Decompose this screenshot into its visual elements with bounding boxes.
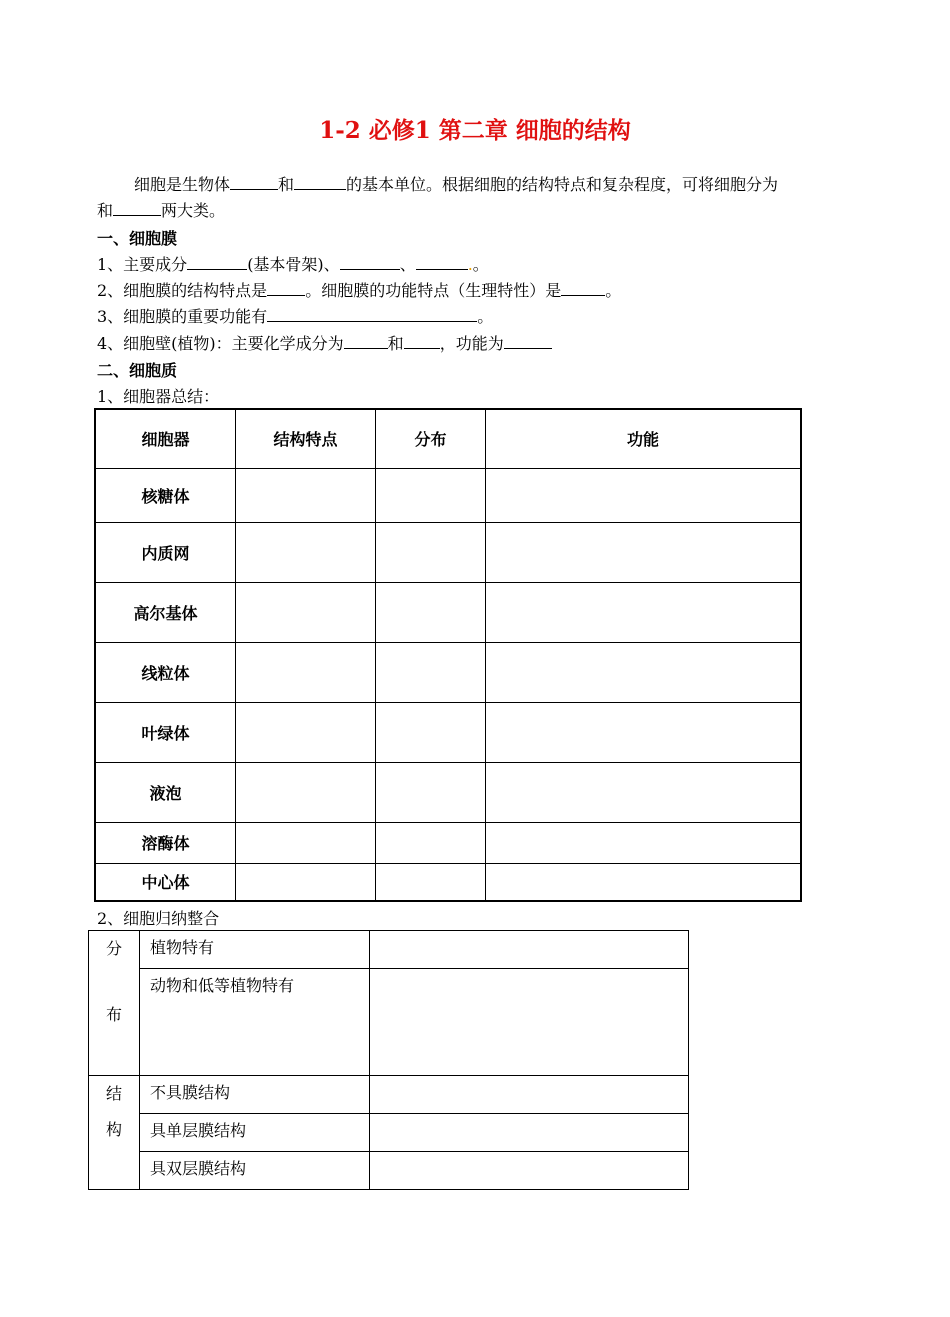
- item-text: 3、细胞膜的重要功能有: [97, 307, 268, 326]
- item-text: 、: [399, 255, 416, 274]
- cell[interactable]: [236, 863, 376, 901]
- cell[interactable]: [236, 522, 376, 582]
- cell[interactable]: [236, 822, 376, 863]
- group-label-char: 结: [105, 1084, 122, 1103]
- intro-line-1: [134, 172, 778, 195]
- blank[interactable]: [561, 281, 605, 296]
- cell[interactable]: [376, 582, 486, 642]
- cell[interactable]: [376, 863, 486, 901]
- row-label: 植物特有: [140, 931, 370, 969]
- item-text: 。: [472, 255, 489, 274]
- section1-item-4: [97, 331, 552, 354]
- cell[interactable]: [486, 702, 802, 762]
- cell[interactable]: [370, 931, 689, 969]
- intro-text-3: 的基本单位。根据细胞的结构特点和复杂程度，可将细胞分为: [346, 175, 779, 194]
- intro-text-4: 和: [97, 201, 114, 220]
- cell[interactable]: [370, 1152, 689, 1190]
- header-function: 功能: [486, 409, 802, 468]
- table-row: [95, 762, 801, 822]
- organelle-name: 溶酶体: [95, 822, 236, 863]
- section1-item-3: [97, 304, 493, 327]
- blank[interactable]: [113, 201, 161, 216]
- organelle-name: 叶绿体: [95, 702, 236, 762]
- table-row: [95, 863, 801, 901]
- organelle-name: 液泡: [95, 762, 236, 822]
- group-label-distribution: [89, 931, 140, 1076]
- intro-line-2: [97, 198, 225, 221]
- section2-sub2: 2、细胞归纳整合: [97, 909, 220, 928]
- cell[interactable]: [370, 969, 689, 1076]
- organelle-name: 核糖体: [95, 468, 236, 522]
- summary-table: [88, 930, 689, 1190]
- section1-item-2: [97, 278, 621, 301]
- blank[interactable]: [416, 255, 468, 270]
- table-row: [89, 1152, 689, 1190]
- cell[interactable]: [376, 642, 486, 702]
- table-row: [95, 468, 801, 522]
- row-label: 动物和低等植物特有: [140, 969, 370, 1076]
- organelle-table: [94, 408, 802, 902]
- table-row: [89, 931, 689, 969]
- cell[interactable]: [486, 522, 802, 582]
- group-label-structure: [89, 1076, 140, 1190]
- item-text: 和: [387, 334, 404, 353]
- cell[interactable]: [236, 762, 376, 822]
- cell[interactable]: [376, 702, 486, 762]
- item-text: 。: [477, 307, 494, 326]
- item-text: 。: [605, 281, 622, 300]
- section1-item-1: [97, 252, 489, 275]
- blank[interactable]: [230, 175, 278, 190]
- organelle-name: 线粒体: [95, 642, 236, 702]
- blank[interactable]: [267, 281, 305, 296]
- item-text: (基本骨架)、: [247, 255, 340, 274]
- organelle-name: 内质网: [95, 522, 236, 582]
- cell[interactable]: [376, 822, 486, 863]
- cell[interactable]: [486, 642, 802, 702]
- item-text: 1、主要成分: [97, 255, 188, 274]
- cell[interactable]: [236, 702, 376, 762]
- marker-dot: .: [467, 255, 473, 274]
- item-text: 2、细胞膜的结构特点是: [97, 281, 268, 300]
- intro-text-1: 细胞是生物体: [134, 175, 231, 194]
- cell[interactable]: [486, 762, 802, 822]
- table-row: [89, 969, 689, 1076]
- table-row: [95, 702, 801, 762]
- cell[interactable]: [486, 822, 802, 863]
- organelle-name: 中心体: [95, 863, 236, 901]
- table-row: [89, 1076, 689, 1114]
- table-row: [95, 642, 801, 702]
- blank[interactable]: [267, 307, 477, 322]
- cell[interactable]: [236, 582, 376, 642]
- section2-sub1: 1、细胞器总结：: [97, 387, 220, 406]
- table-row: [95, 822, 801, 863]
- header-distribution: 分布: [376, 409, 486, 468]
- blank[interactable]: [187, 255, 247, 270]
- table-header-row: [95, 409, 801, 468]
- table-row: [95, 582, 801, 642]
- row-label: 具单层膜结构: [140, 1114, 370, 1152]
- cell[interactable]: [236, 642, 376, 702]
- section2-heading: 二、细胞质: [97, 361, 178, 380]
- blank[interactable]: [294, 175, 346, 190]
- document-title: 1-2 必修1 第二章 细胞的结构: [319, 117, 631, 144]
- cell[interactable]: [376, 762, 486, 822]
- group-label-char: 分: [105, 939, 122, 958]
- blank[interactable]: [404, 334, 440, 349]
- header-structure: 结构特点: [236, 409, 376, 468]
- cell[interactable]: [486, 863, 802, 901]
- intro-text-2: 和: [278, 175, 295, 194]
- item-text: ，功能为: [439, 334, 504, 353]
- item-text: 。细胞膜的功能特点（生理特性）是: [305, 281, 562, 300]
- row-label: 不具膜结构: [140, 1076, 370, 1114]
- cell[interactable]: [370, 1076, 689, 1114]
- table-row: [89, 1114, 689, 1152]
- cell[interactable]: [486, 468, 802, 522]
- header-organelle: 细胞器: [95, 409, 236, 468]
- cell[interactable]: [370, 1114, 689, 1152]
- blank[interactable]: [504, 334, 552, 349]
- intro-text-5: 两大类。: [161, 201, 226, 220]
- section1-heading: 一、细胞膜: [97, 229, 178, 248]
- cell[interactable]: [376, 468, 486, 522]
- organelle-name: 高尔基体: [95, 582, 236, 642]
- blank[interactable]: [344, 334, 388, 349]
- cell[interactable]: [236, 468, 376, 522]
- group-label-char: 布: [105, 1005, 122, 1024]
- cell[interactable]: [486, 582, 802, 642]
- item-text: 4、细胞壁(植物)：主要化学成分为: [97, 334, 344, 353]
- row-label: 具双层膜结构: [140, 1152, 370, 1190]
- cell[interactable]: [376, 522, 486, 582]
- blank[interactable]: [340, 255, 400, 270]
- table-row: [95, 522, 801, 582]
- group-label-char: 构: [105, 1120, 122, 1139]
